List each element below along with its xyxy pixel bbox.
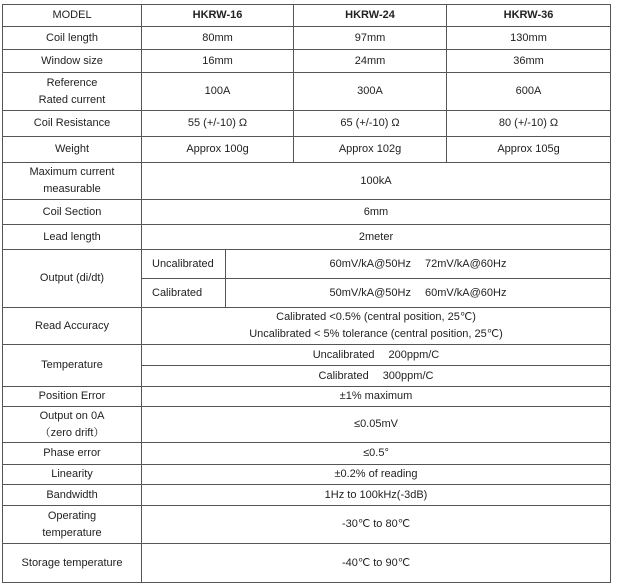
table-row-coil-length <box>3 27 611 50</box>
row-label: Storage temperature <box>3 544 142 583</box>
cell-value: 6mm <box>142 200 611 225</box>
table-row-lead-length <box>3 225 611 250</box>
spec-table <box>2 4 611 583</box>
row-label: Window size <box>3 50 142 73</box>
cell-value: 300A <box>294 73 447 111</box>
table-row-temperature-uncalibrated <box>3 345 611 366</box>
row-label: Linearity <box>3 465 142 485</box>
row-label-line: Operating <box>47 509 97 522</box>
table-row-linearity <box>3 465 611 485</box>
cell-value: 1Hz to 100kHz(-3dB) <box>142 485 611 506</box>
table-row-window-size <box>3 50 611 73</box>
table-row-output-uncalibrated <box>3 250 611 279</box>
cell-value: 80mm <box>142 27 294 50</box>
cell-value: 36mm <box>447 50 611 73</box>
cell-value-part: 60mV/kA@50Hz <box>329 257 411 270</box>
table-row-header <box>3 5 611 27</box>
cell-value: Approx 102g <box>294 137 447 163</box>
cell-value: 65 (+/-10) Ω <box>294 111 447 137</box>
sub-label: Uncalibrated <box>142 250 226 279</box>
row-label-line: measurable <box>43 183 101 195</box>
table-row-bandwidth <box>3 485 611 506</box>
cell-value: 100kA <box>142 163 611 200</box>
table-row-max-current <box>3 163 611 200</box>
header-model: MODEL <box>3 5 142 27</box>
cell-value: ≤0.05mV <box>142 407 611 443</box>
cell-value: Approx 105g <box>447 137 611 163</box>
cell-value: -30℃ to 80℃ <box>142 506 611 544</box>
row-label: Coil Resistance <box>3 111 142 137</box>
table-row-weight <box>3 137 611 163</box>
cell-value: ±0.2% of reading <box>142 465 611 485</box>
row-label: Coil Section <box>3 200 142 225</box>
cell-value: ≤0.5° <box>142 443 611 465</box>
table-row-phase-error <box>3 443 611 465</box>
cell-value: Approx 100g <box>142 137 294 163</box>
row-label-line: Reference <box>46 76 98 89</box>
row-label: Weight <box>3 137 142 163</box>
cell-value <box>142 308 611 345</box>
header-model-1: HKRW-16 <box>142 5 294 27</box>
cell-value: 600A <box>447 73 611 111</box>
cell-value <box>142 345 611 366</box>
table-row-output-0a <box>3 407 611 443</box>
cell-value: 2meter <box>142 225 611 250</box>
cell-value-line: Calibrated <0.5% (central position, 25℃) <box>276 311 476 323</box>
row-label: Position Error <box>3 387 142 407</box>
row-label <box>3 163 142 200</box>
cell-value <box>226 250 611 279</box>
header-model-2: HKRW-24 <box>294 5 447 27</box>
row-label: Lead length <box>3 225 142 250</box>
cell-value-part: 200ppm/C <box>388 348 440 361</box>
row-label-line: Maximum current <box>29 166 115 178</box>
cell-value <box>142 366 611 387</box>
row-label <box>3 506 142 544</box>
row-label: Temperature <box>3 345 142 387</box>
row-label <box>3 73 142 111</box>
cell-value-part: 300ppm/C <box>382 369 434 382</box>
row-label-line: Output on 0A <box>39 409 105 422</box>
cell-value-part: Calibrated <box>318 369 369 382</box>
cell-value-part: 72mV/kA@60Hz <box>425 257 507 270</box>
row-label: Coil length <box>3 27 142 50</box>
cell-value: -40℃ to 90℃ <box>142 544 611 583</box>
table-row-storage-temperature <box>3 544 611 583</box>
cell-value-part: Uncalibrated <box>312 348 375 361</box>
header-model-3: HKRW-36 <box>447 5 611 27</box>
cell-value-line: Uncalibrated < 5% tolerance (central position, 25℃) <box>249 328 503 340</box>
table-row-coil-resistance <box>3 111 611 137</box>
row-label: Bandwidth <box>3 485 142 506</box>
row-label: Output (di/dt) <box>3 250 142 308</box>
sub-label: Calibrated <box>142 279 226 308</box>
cell-value: 80 (+/-10) Ω <box>447 111 611 137</box>
table-row-read-accuracy <box>3 308 611 345</box>
cell-value: 16mm <box>142 50 294 73</box>
cell-value-part: 50mV/kA@50Hz <box>329 286 411 299</box>
table-row-operating-temperature <box>3 506 611 544</box>
cell-value: ±1% maximum <box>142 387 611 407</box>
table-row-coil-section <box>3 200 611 225</box>
cell-value: 55 (+/-10) Ω <box>142 111 294 137</box>
table-row-rated-current <box>3 73 611 111</box>
row-label-line: temperature <box>42 526 102 539</box>
row-label: Phase error <box>3 443 142 465</box>
row-label: Read Accuracy <box>3 308 142 345</box>
row-label <box>3 407 142 443</box>
cell-value <box>226 279 611 308</box>
cell-value: 97mm <box>294 27 447 50</box>
cell-value-part: 60mV/kA@60Hz <box>425 286 507 299</box>
row-label-line: Rated current <box>38 93 106 106</box>
cell-value: 130mm <box>447 27 611 50</box>
row-label-line: （zero drift） <box>39 426 105 439</box>
table-row-position-error <box>3 387 611 407</box>
cell-value: 24mm <box>294 50 447 73</box>
cell-value: 100A <box>142 73 294 111</box>
